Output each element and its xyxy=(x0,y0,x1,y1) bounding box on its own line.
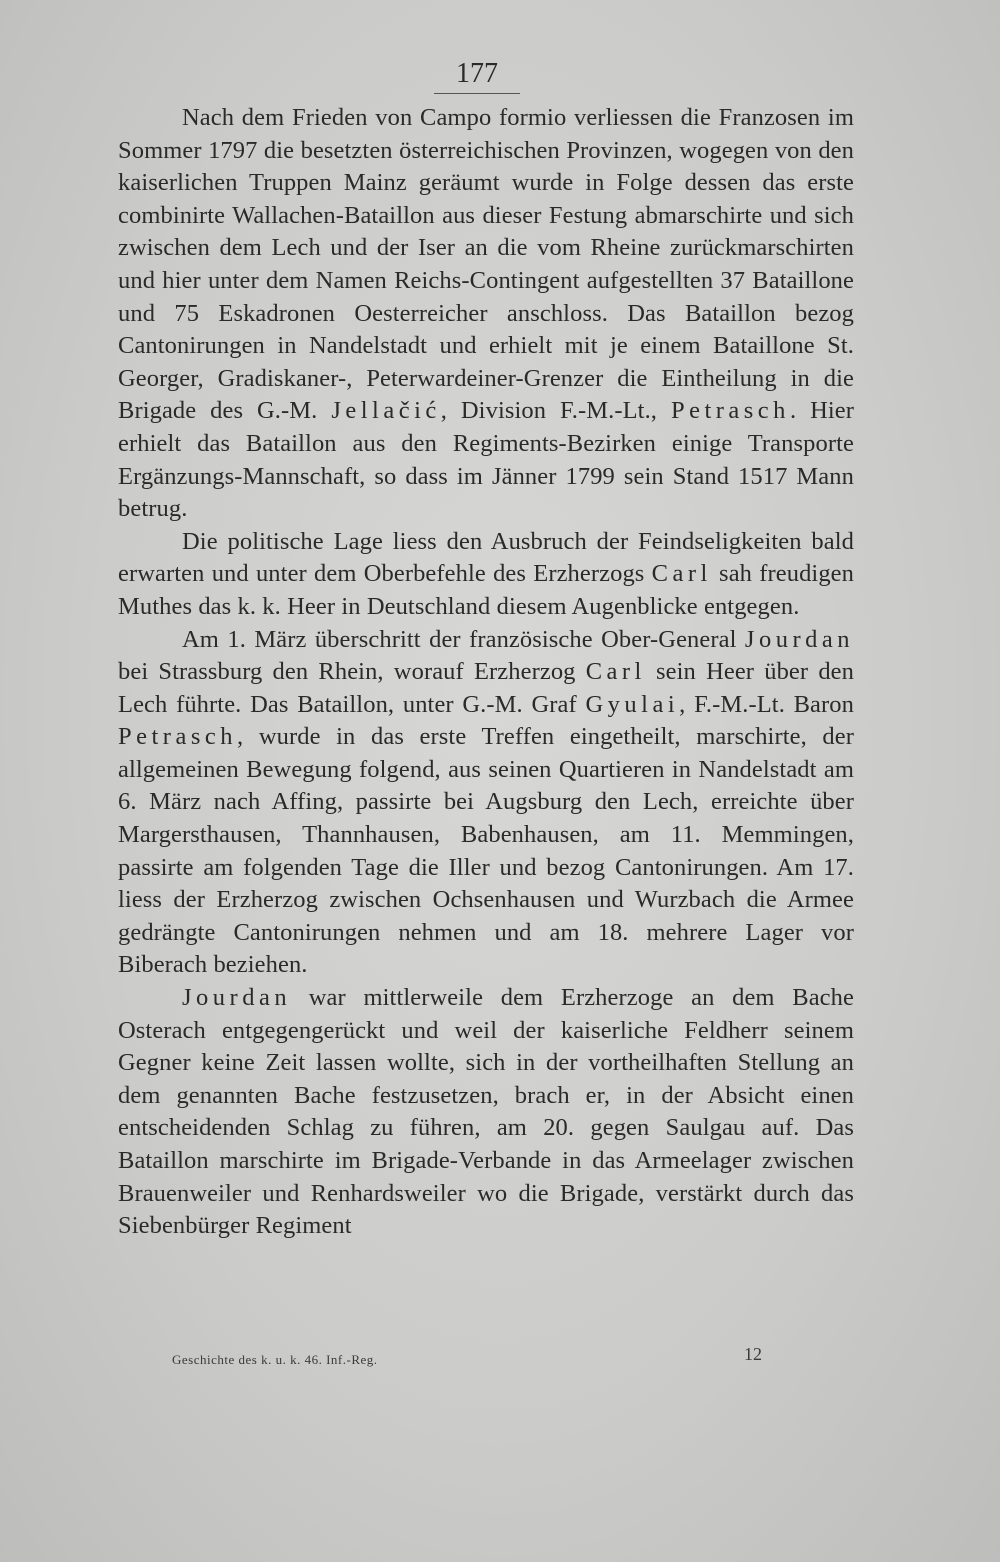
text-segment: , Division F.-M.-Lt., xyxy=(440,397,671,425)
text-segment: sah freudigen Muthes das k. k. Heer in Deutschland diesem Augenblicke entgegen. xyxy=(118,560,854,620)
text-segment: Die politische Lage liess den Ausbruch der Feindseligkeiten bald erwarten und unter dem Oberbefehle des Erzherzogs xyxy=(118,527,854,588)
text-segment: . Hier erhielt das Bataillon aus den Regiments-Bezirken einige Transporte Ergänzungs-Mannschaft, so dass im Jänner 1799 sein Stand 1517 Mann betrug. xyxy=(118,397,854,523)
spaced-name: Gyulai xyxy=(585,690,680,718)
text-segment: , F.-M.-Lt. Baron xyxy=(679,690,854,718)
spaced-name: Jourdan xyxy=(744,625,854,653)
paragraph-2 xyxy=(118,526,854,624)
spaced-name: Jellačić xyxy=(331,397,441,425)
body-text xyxy=(118,102,854,1243)
spaced-name: Petrasch xyxy=(670,397,790,425)
spaced-name: Jourdan xyxy=(182,984,292,1012)
spaced-name: Carl xyxy=(585,658,646,686)
text-segment: bei Strassburg den Rhein, worauf Erzherzog xyxy=(118,658,586,686)
text-segment: Am 1. März überschritt der französische Ober-General xyxy=(182,625,745,653)
text-segment: , wurde in das erste Treffen eingetheilt, marschirte, der allgemeinen Bewegung folgend, aus seinen Quartieren in Nandelstadt am 6. März nach Affing, passirte bei Augsburg den Lech, erreichte über Margersthausen, Thannhausen, Babenhausen, am 11. Memmingen, passirte am folgenden Tage die Iller und bezog Cantonirungen. Am 17. liess der Erzherzog zwischen Ochsenhausen und Wurzbach die Armee gedrängte Cantonirungen nehmen und am 18. mehrere Lager vor Biberach beziehen. xyxy=(118,723,854,979)
footer-sheet-number: 12 xyxy=(744,1344,762,1364)
text-segment: Nach dem Frieden von Campo formio verliessen die Franzosen im Sommer 1797 die besetzten österreichischen Provinzen, wogegen von den kaiserlichen Truppen Mainz geräumt wurde in Folge dessen das erste combinirte Wallachen-Bataillon aus dieser Festung abmarschirte und sich zwischen dem Lech und der Iser an die vom Rheine zurückmarschirten und hier unter dem Namen Reichs-Contingent aufgestellten 37 Bataillone und 75 Eskadronen Oesterreicher anschloss. Das Bataillon bezog Cantonirungen in Nandelstadt und erhielt mit je einem Bataillone St. Georger, Gradiskaner-, Peterwardeiner-Grenzer die Eintheilung in die Brigade des G.-M. xyxy=(118,104,854,425)
spaced-name: Petrasch xyxy=(118,723,237,751)
paragraph-4 xyxy=(118,982,854,1243)
paragraph-1 xyxy=(118,102,854,526)
text-segment: war mittlerweile dem Erzherzoge an dem Bache Osterach entgegengerückt und weil der kaiserliche Feldherr seinem Gegner keine Zeit lassen wollte, sich in der vortheilhaften Stellung an dem genannten Bache festzusetzen, brach er, in der Absicht einen entscheidenden Schlag zu führen, am 20. gegen Saulgau auf. Das Bataillon marschirte im Brigade-Verbande in das Armeelager zwischen Brauenweiler und Renhardsweiler wo die Brigade, verstärkt durch das Siebenbürger Regiment xyxy=(118,984,854,1240)
spaced-name: Carl xyxy=(651,560,712,588)
page-number: 177 xyxy=(434,58,520,94)
paragraph-3 xyxy=(118,624,854,983)
footer-signature: Geschichte des k. u. k. 46. Inf.-Reg. xyxy=(172,1352,378,1367)
text-segment: sein Heer über den Lech führte. Das Bataillon, unter G.-M. Graf xyxy=(118,658,855,718)
